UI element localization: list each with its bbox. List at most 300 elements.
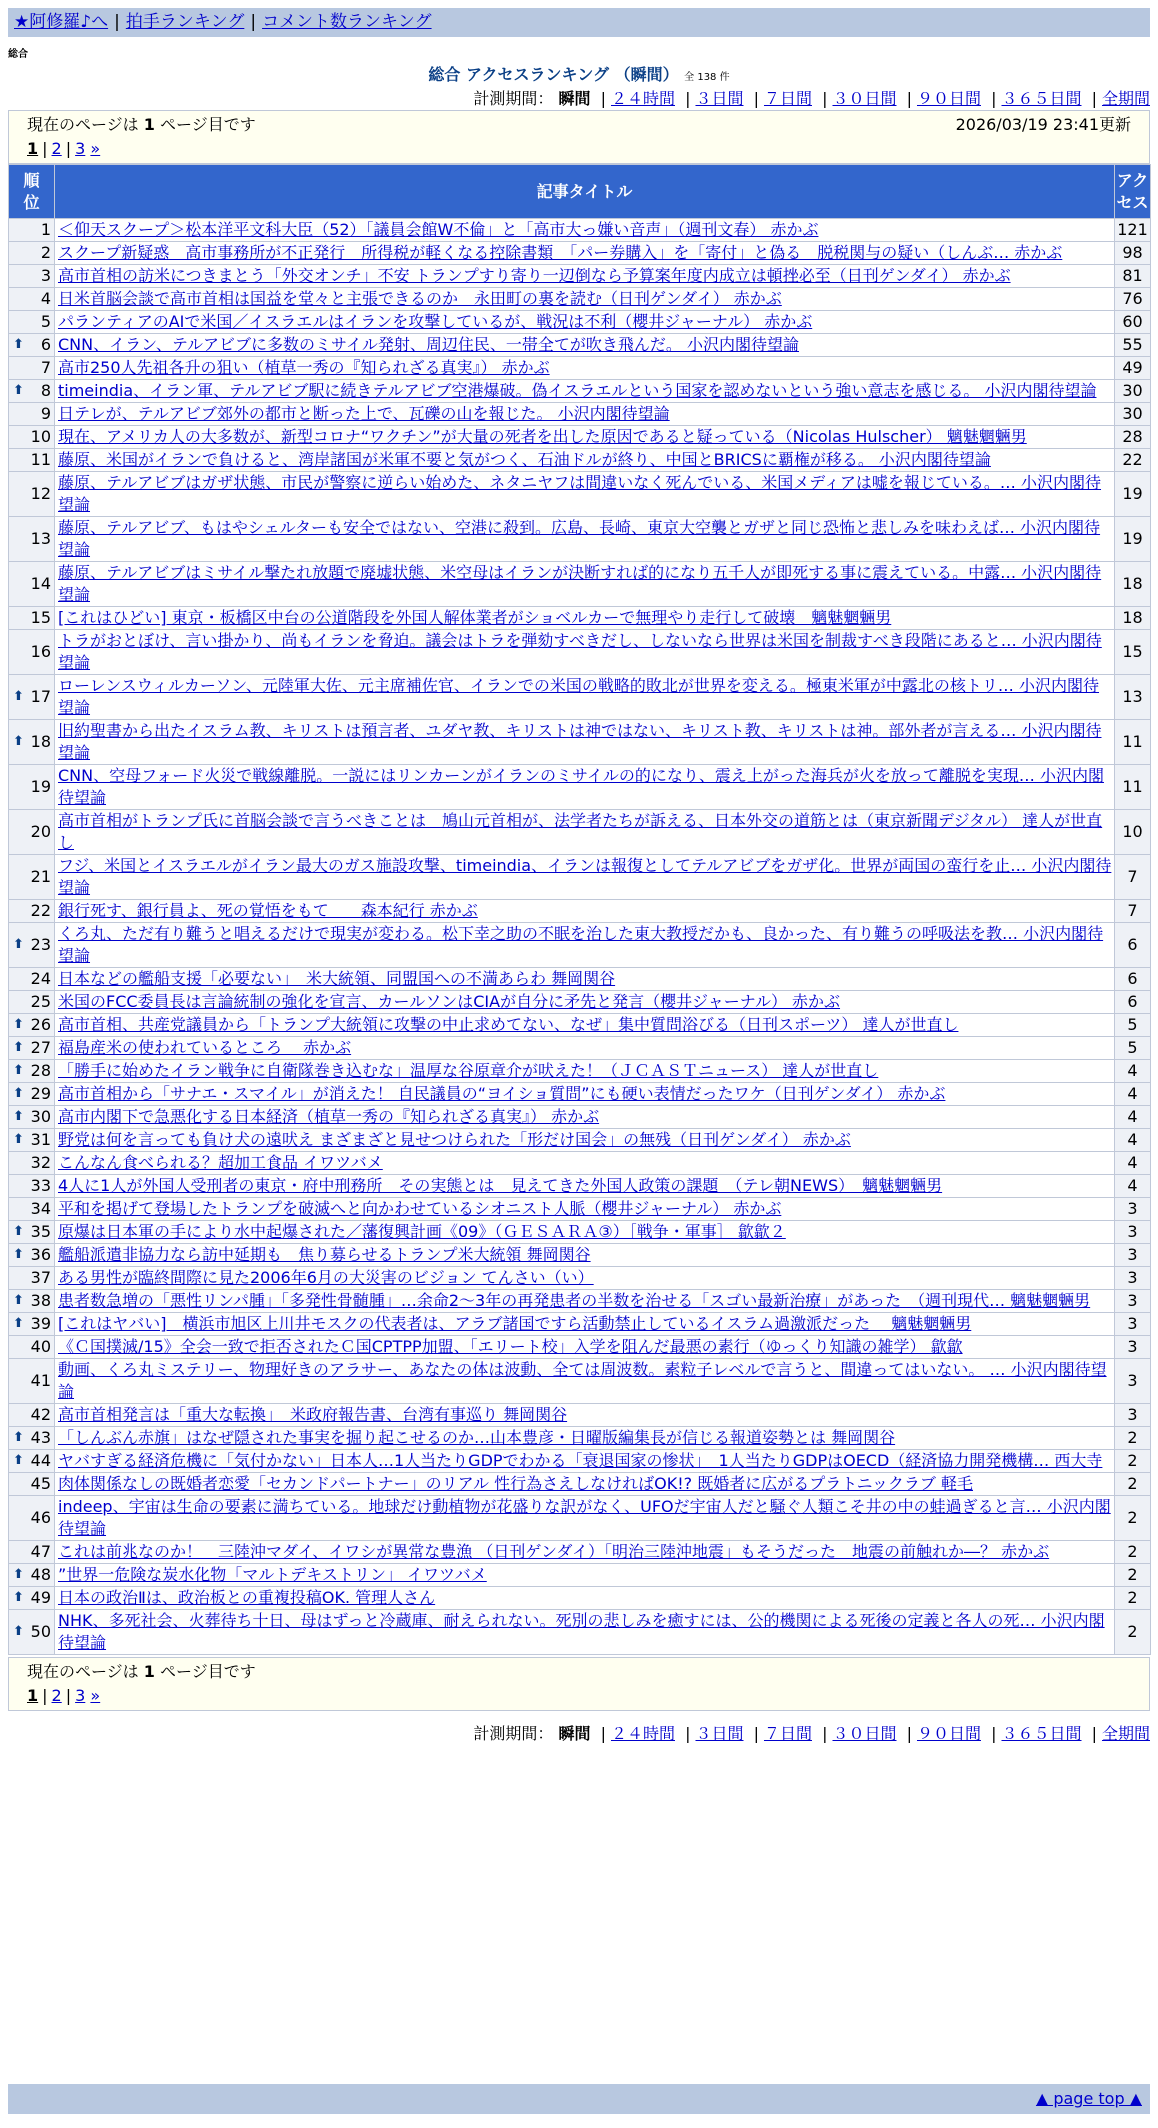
period-24h[interactable]: ２４時間 xyxy=(610,1724,675,1743)
access-count: 2 xyxy=(1115,1496,1151,1541)
access-count: 4 xyxy=(1115,1152,1151,1175)
access-count: 3 xyxy=(1115,1244,1151,1267)
rank-cell xyxy=(9,1037,55,1060)
rank-cell xyxy=(9,449,55,472)
table-row xyxy=(9,855,1151,900)
rank-cell xyxy=(9,991,55,1014)
nav-separator: | xyxy=(114,12,120,32)
rank-number: 9 xyxy=(40,404,51,423)
period-365d[interactable]: ３６５日間 xyxy=(1001,89,1082,108)
top-nav-bar xyxy=(8,8,1150,37)
access-count: 11 xyxy=(1115,720,1151,765)
rank-cell xyxy=(9,968,55,991)
next-page-link[interactable]: » xyxy=(90,1686,101,1705)
rank-cell xyxy=(9,1587,55,1610)
up-arrow-icon: ⬆ xyxy=(13,1086,24,1101)
article-title-link[interactable]: [これはひどい] 東京・板橋区中台の公道階段を外国人解体業者がショベルカーで無理やり走行して破壊 魑魅魍魎男 xyxy=(58,608,892,627)
article-title-link[interactable]: CNN、イラン、テルアビブに多数のミサイル発射、周辺住民、一帯全てが吹き飛んだ。 小沢内閣待望論 xyxy=(58,335,799,354)
title-cell xyxy=(55,1427,1115,1450)
period-selector-top: 計測期間： 瞬間 | ２４時間 | ３日間 | ７日間 | ３０日間 | ９０日間 | ３６５日間 | 全期間 xyxy=(473,89,1150,108)
access-count: 4 xyxy=(1115,1060,1151,1083)
access-count: 3 xyxy=(1115,1198,1151,1221)
article-title-link[interactable]: 米国のFCC委員長は言論統制の強化を宣言、カールソンはCIAが自分に矛先と発言（櫻井ジャーナル） 赤かぶ xyxy=(58,992,841,1011)
title-cell xyxy=(55,219,1115,242)
article-title-link[interactable]: 動画、くろ丸ミステリー、物理好きのアラサー、あなたの体は波動、全ては周波数。素粒子レベルで言うと、間違ってはいない。 … 小沢内閣待望論 xyxy=(58,1360,1107,1401)
up-arrow-icon: ⬆ xyxy=(13,1017,24,1032)
table-row xyxy=(9,991,1151,1014)
table-row xyxy=(9,1106,1151,1129)
rank-cell xyxy=(9,1152,55,1175)
page-2-link[interactable]: 2 xyxy=(51,1686,62,1705)
ranking-table xyxy=(8,164,1151,1655)
article-title-link[interactable]: [これはヤバい] 横浜市旭区上川井モスクの代表者は、アラブ諸国ですら活動禁止しているイスラム過激派だった 魑魅魍魎男 xyxy=(58,1314,972,1333)
title-cell xyxy=(55,1541,1115,1564)
rank-number: 37 xyxy=(30,1268,51,1287)
title-cell xyxy=(55,403,1115,426)
rank-cell xyxy=(9,1198,55,1221)
up-arrow-icon: ⬆ xyxy=(13,1224,24,1239)
access-count: 4 xyxy=(1115,1083,1151,1106)
title-cell xyxy=(55,1060,1115,1083)
access-count: 2 xyxy=(1115,1587,1151,1610)
rank-number: 3 xyxy=(40,266,51,285)
rank-number: 33 xyxy=(30,1176,51,1195)
title-cell xyxy=(55,923,1115,968)
table-row xyxy=(9,1427,1151,1450)
article-title-link[interactable]: フジ、米国とイスラエルがイラン最大のガス施設攻撃、timeindia、イランは報復としてテルアビブをガザ化。世界が両国の蛮行を止… 小沢内閣待望論 xyxy=(58,856,1112,897)
category-label: 総合 xyxy=(8,49,28,60)
article-title-link[interactable]: 野党は何を言っても負け犬の遠吠え まざまざと見せつけられた「形だけ国会」の無残（日刊ゲンダイ） 赤かぶ xyxy=(58,1130,851,1149)
period-all[interactable]: 全期間 xyxy=(1101,1724,1150,1743)
rank-cell xyxy=(9,1129,55,1152)
access-count: 3 xyxy=(1115,1336,1151,1359)
table-row xyxy=(9,923,1151,968)
access-count: 7 xyxy=(1115,900,1151,923)
access-count: 60 xyxy=(1115,311,1151,334)
table-row xyxy=(9,1313,1151,1336)
title-cell xyxy=(55,1359,1115,1404)
article-title-link[interactable]: 日米首脳会談で高市首相は国益を堂々と主張できるのか 永田町の裏を読む（日刊ゲンダイ） 赤かぶ xyxy=(58,289,782,308)
table-row xyxy=(9,900,1151,923)
table-row xyxy=(9,1404,1151,1427)
rank-cell xyxy=(9,1427,55,1450)
title-cell xyxy=(55,1290,1115,1313)
rank-cell xyxy=(9,1610,55,1655)
table-row xyxy=(9,1060,1151,1083)
rank-cell xyxy=(9,562,55,607)
title-cell xyxy=(55,1267,1115,1290)
table-row xyxy=(9,562,1151,607)
next-page-link[interactable]: » xyxy=(90,139,101,158)
article-title-link[interactable]: 「勝手に始めたイラン戦争に自衛隊巻き込むな」温厚な谷原章介が吠えた！（ＪＣＡＳＴニュース） 達人が世直し xyxy=(58,1061,879,1080)
rank-cell xyxy=(9,1359,55,1404)
title-cell xyxy=(55,265,1115,288)
article-title-link[interactable]: NHK、多死社会、火葬待ち十日、母はずっと冷蔵庫、耐えられない。死別の悲しみを癒すには、公的機関による死後の定義と各人の死… 小沢内閣待望論 xyxy=(58,1611,1105,1652)
period-label: 計測期間： xyxy=(473,1724,554,1743)
period-30d[interactable]: ３０日間 xyxy=(832,1724,897,1743)
title-cell xyxy=(55,357,1115,380)
article-title-link[interactable]: 現在、アメリカ人の大多数が、新型コロナ“ワクチン”が大量の死者を出した原因であると疑っている（Nicolas Hulscher） 魑魅魍魎男 xyxy=(58,427,1027,446)
period-selector-bottom: 計測期間： 瞬間 | ２４時間 | ３日間 | ７日間 | ３０日間 | ９０日間 | ３６５日間 | 全期間 xyxy=(473,1724,1150,1743)
rank-cell xyxy=(9,1541,55,1564)
article-title-link[interactable]: パランティアのAIで米国／イスラエルはイランを攻撃しているが、戦況は不利（櫻井ジャーナル） 赤かぶ xyxy=(58,312,813,331)
access-count: 3 xyxy=(1115,1267,1151,1290)
access-count: 10 xyxy=(1115,810,1151,855)
title-cell xyxy=(55,765,1115,810)
access-count: 19 xyxy=(1115,517,1151,562)
rank-number: 26 xyxy=(30,1015,51,1034)
article-title-link[interactable]: くろ丸、ただ有り難うと唱えるだけで現実が変わる。松下幸之助の不眠を治した東大教授だかも、良かった、有り難うの呼吸法を教… 小沢内閣待望論 xyxy=(58,924,1104,965)
rank-cell xyxy=(9,1336,55,1359)
article-title-link[interactable]: トラがおとぼけ、言い掛かり、尚もイランを脅迫。議会はトラを弾劾すべきだし、しないなら世界は米国を制裁すべき段階にあると… 小沢内閣待望論 xyxy=(58,631,1102,672)
table-row xyxy=(9,1564,1151,1587)
access-count: 18 xyxy=(1115,562,1151,607)
article-title-link[interactable]: 高市首相から「サナエ・スマイル」が消えた！ 自民議員の“ヨイショ質問”にも硬い表情だったワケ（日刊ゲンダイ） 赤かぶ xyxy=(58,1084,946,1103)
title-cell xyxy=(55,1244,1115,1267)
title-cell xyxy=(55,311,1115,334)
up-arrow-icon: ⬆ xyxy=(13,1040,24,1055)
up-arrow-icon: ⬆ xyxy=(13,1624,24,1639)
title-cell xyxy=(55,1336,1115,1359)
access-count: 3 xyxy=(1115,1290,1151,1313)
table-row xyxy=(9,968,1151,991)
up-arrow-icon: ⬆ xyxy=(13,1567,24,1582)
access-count: 3 xyxy=(1115,1404,1151,1427)
page-links: 1 | 2 | 3 » xyxy=(27,1686,101,1705)
rank-cell xyxy=(9,1244,55,1267)
access-count: 98 xyxy=(1115,242,1151,265)
col-access-header: アクセス xyxy=(1115,165,1151,219)
access-count: 22 xyxy=(1115,449,1151,472)
rank-number: 48 xyxy=(30,1565,51,1584)
rank-number: 42 xyxy=(30,1405,51,1424)
article-title-link[interactable]: 4人に1人が外国人受刑者の東京・府中刑務所 その実態とは 見えてきた外国人政策の課題 （テレ朝NEWS） 魑魅魍魎男 xyxy=(58,1176,943,1195)
rank-cell xyxy=(9,1450,55,1473)
rank-cell xyxy=(9,288,55,311)
title-cell xyxy=(55,991,1115,1014)
rank-cell xyxy=(9,1014,55,1037)
access-count: 5 xyxy=(1115,1014,1151,1037)
up-arrow-icon: ⬆ xyxy=(13,689,24,704)
article-title-link[interactable]: 高市首相発言は「重大な転換」 米政府報告書、台湾有事巡り 舞岡関谷 xyxy=(58,1405,568,1424)
table-row xyxy=(9,675,1151,720)
total-count: 全 138 件 xyxy=(684,72,730,83)
access-count: 6 xyxy=(1115,923,1151,968)
access-count: 13 xyxy=(1115,675,1151,720)
table-row xyxy=(9,1610,1151,1655)
col-title-header: 記事タイトル xyxy=(55,165,1115,219)
rank-cell xyxy=(9,1564,55,1587)
title-cell xyxy=(55,1313,1115,1336)
article-title-link[interactable]: 「しんぶん赤旗」はなぜ隠された事実を掘り起こせるのか…山本豊彦・日曜版編集長が信じる報道姿勢とは 舞岡関谷 xyxy=(58,1428,896,1447)
rank-number: 35 xyxy=(30,1222,51,1241)
up-arrow-icon: ⬆ xyxy=(13,1063,24,1078)
title-cell xyxy=(55,1587,1115,1610)
period-30d[interactable]: ３０日間 xyxy=(832,89,897,108)
rank-number: 2 xyxy=(40,243,51,262)
rank-number: 39 xyxy=(30,1314,51,1333)
table-row xyxy=(9,720,1151,765)
rank-number: 18 xyxy=(30,732,51,751)
table-row xyxy=(9,1450,1151,1473)
col-rank-header: 順位 xyxy=(9,165,55,219)
rank-cell xyxy=(9,265,55,288)
rank-cell xyxy=(9,1221,55,1244)
article-title-link[interactable]: ＜仰天スクープ＞松本洋平文科大臣（52）「議員会館W不倫」と「高市大っ嫌い音声」（週刊文春） 赤かぶ xyxy=(58,220,819,239)
rank-number: 22 xyxy=(30,901,51,920)
rank-cell xyxy=(9,607,55,630)
title-cell xyxy=(55,607,1115,630)
page-2-link[interactable]: 2 xyxy=(51,139,62,158)
title-cell xyxy=(55,517,1115,562)
access-count: 81 xyxy=(1115,265,1151,288)
rank-cell xyxy=(9,675,55,720)
rank-number: 19 xyxy=(30,777,51,796)
rank-number: 30 xyxy=(30,1107,51,1126)
article-title-link[interactable]: 福島産米の使われているところ 赤かぶ xyxy=(58,1038,352,1057)
rank-cell xyxy=(9,765,55,810)
period-90d[interactable]: ９０日間 xyxy=(916,89,981,108)
article-title-link[interactable]: これは前兆なのか！ 三陸沖マダイ、イワシが異常な豊漁 （日刊ゲンダイ）「明治三陸沖地震」もそうだった 地震の前触れか―？ 赤かぶ xyxy=(58,1542,1050,1561)
access-count: 4 xyxy=(1115,1175,1151,1198)
table-row xyxy=(9,219,1151,242)
pager-bottom xyxy=(8,1657,1150,1711)
article-title-link[interactable]: 高市250人先祖各升の狙い（植草一秀の『知られざる真実』） 赤かぶ xyxy=(58,358,550,377)
rank-cell xyxy=(9,923,55,968)
rank-number: 31 xyxy=(30,1130,51,1149)
table-row xyxy=(9,1198,1151,1221)
table-row xyxy=(9,630,1151,675)
rank-number: 21 xyxy=(30,867,51,886)
rank-cell xyxy=(9,380,55,403)
table-row xyxy=(9,1359,1151,1404)
rank-number: 20 xyxy=(30,822,51,841)
period-current: 瞬間 xyxy=(558,1724,591,1743)
period-7d[interactable]: ７日間 xyxy=(763,89,812,108)
title-cell xyxy=(55,900,1115,923)
page-title: 総合 アクセスランキング （瞬間） xyxy=(428,65,679,84)
home-link[interactable]: ★阿修羅♪へ xyxy=(14,12,109,32)
rank-number: 32 xyxy=(30,1153,51,1172)
title-cell xyxy=(55,449,1115,472)
access-count: 3 xyxy=(1115,1221,1151,1244)
article-title-link[interactable]: 旧約聖書から出たイスラム教、キリストは預言者、ユダヤ教、キリストは神ではない、キリスト教、キリストは神。部外者が言える… 小沢内閣待望論 xyxy=(58,721,1102,762)
table-row xyxy=(9,607,1151,630)
period-all[interactable]: 全期間 xyxy=(1101,89,1150,108)
rank-cell xyxy=(9,900,55,923)
access-count: 3 xyxy=(1115,1359,1151,1404)
rank-cell xyxy=(9,1290,55,1313)
up-arrow-icon: ⬆ xyxy=(13,1430,24,1445)
article-title-link[interactable]: スクープ新疑惑 高市事務所が不正発行 所得税が軽くなる控除書類 「パー券購入」を「寄付」と偽る 脱税関与の疑い（しんぶ… 赤かぶ xyxy=(58,243,1063,262)
table-row xyxy=(9,1496,1151,1541)
rank-cell xyxy=(9,403,55,426)
access-count: 15 xyxy=(1115,630,1151,675)
title-cell xyxy=(55,1106,1115,1129)
table-row xyxy=(9,1473,1151,1496)
page-top-link[interactable]: ▲ page top ▲ xyxy=(1035,2089,1142,2108)
updated-timestamp: 2026/03/19 23:41更新 xyxy=(955,115,1131,134)
bottom-bar xyxy=(8,2084,1150,2114)
page-3-link[interactable]: 3 xyxy=(75,1686,86,1705)
table-row xyxy=(9,1083,1151,1106)
article-title-link[interactable]: 銀行死す、銀行員よ、死の覚悟をもて 森本紀行 赤かぶ xyxy=(58,901,478,920)
rank-number: 12 xyxy=(30,484,51,503)
access-count: 30 xyxy=(1115,380,1151,403)
table-row xyxy=(9,242,1151,265)
rank-cell xyxy=(9,720,55,765)
comment-ranking-link[interactable]: コメント数ランキング xyxy=(262,12,432,32)
title-cell xyxy=(55,968,1115,991)
article-title-link[interactable]: 藤原、テルアビブ、もはやシェルターも安全ではない、空港に殺到。広島、長崎、東京大空襲とガザと同じ恐怖と悲しみを味わえば… 小沢内閣待望論 xyxy=(58,518,1101,559)
rank-cell xyxy=(9,855,55,900)
table-row xyxy=(9,357,1151,380)
rank-number: 47 xyxy=(30,1542,51,1561)
article-title-link[interactable]: 高市首相の訪米につきまとう「外交オンチ」不安 トランプすり寄り一辺倒なら予算案年度内成立は頓挫必至（日刊ゲンダイ） 赤かぶ xyxy=(58,266,1011,285)
title-cell xyxy=(55,675,1115,720)
period-7d[interactable]: ７日間 xyxy=(763,1724,812,1743)
article-title-link[interactable]: 藤原、米国がイランで負けると、湾岸諸国が米軍不要と気がつく、石油ドルが終り、中国とBRICSに覇権が移る。 小沢内閣待望論 xyxy=(58,450,991,469)
rank-number: 24 xyxy=(30,969,51,988)
table-row xyxy=(9,311,1151,334)
rank-cell xyxy=(9,630,55,675)
article-title-link[interactable]: 原爆は日本軍の手により水中起爆された／藩復興計画《09》（ＧＥＳＡＲＡ③）［戦争・軍事］ 歙歙２ xyxy=(58,1222,786,1241)
table-row xyxy=(9,403,1151,426)
table-row xyxy=(9,265,1151,288)
table-row xyxy=(9,1221,1151,1244)
article-title-link[interactable]: ある男性が臨終間際に見た2006年6月の大災害のビジョン てんさい（い） xyxy=(58,1268,594,1287)
rank-number: 5 xyxy=(40,312,51,331)
access-count: 4 xyxy=(1115,1129,1151,1152)
rank-number: 15 xyxy=(30,608,51,627)
rank-number: 16 xyxy=(30,642,51,661)
rank-cell xyxy=(9,426,55,449)
article-title-link[interactable]: 日本などの艦船支援「必要ない」 米大統領、同盟国への不満あらわ 舞岡関谷 xyxy=(58,969,616,988)
period-24h[interactable]: ２４時間 xyxy=(610,89,675,108)
article-title-link[interactable]: 平和を掲げて登場したトランプを破滅へと向かわせているシオニスト人脈（櫻井ジャーナル） 赤かぶ xyxy=(58,1199,782,1218)
article-title-link[interactable]: 日テレが、テルアビブ郊外の都市と断った上で、瓦礫の山を報じた。 小沢内閣待望論 xyxy=(58,404,670,423)
table-row xyxy=(9,1175,1151,1198)
clap-ranking-link[interactable]: 拍手ランキング xyxy=(125,12,245,32)
period-3d[interactable]: ３日間 xyxy=(695,89,744,108)
rank-number: 8 xyxy=(40,381,51,400)
article-title-link[interactable]: ”世界一危険な炭水化物「マルトデキストリン」 イワツバメ xyxy=(58,1565,487,1584)
table-row xyxy=(9,1037,1151,1060)
up-arrow-icon: ⬆ xyxy=(13,1293,24,1308)
access-count: 2 xyxy=(1115,1564,1151,1587)
article-title-link[interactable]: 日本の政治Ⅱは、政治板との重複投稿OK. 管理人さん xyxy=(58,1588,436,1607)
access-count: 7 xyxy=(1115,855,1151,900)
article-title-link[interactable]: 藤原、テルアビブはミサイル撃たれ放題で廃墟状態、米空母はイランが決断すれば的になり五千人が即死する事に震えている。中露… 小沢内閣待望論 xyxy=(58,563,1102,604)
ranking-heading xyxy=(0,62,1158,85)
article-title-link[interactable]: 高市首相がトランプ氏に首脳会談で言うべきことは 鳩山元首相が、法学者たちが訴える、日本外交の道筋とは（東京新聞デジタル） 達人が世直し xyxy=(58,811,1103,852)
up-arrow-icon: ⬆ xyxy=(13,1132,24,1147)
title-cell xyxy=(55,1152,1115,1175)
article-title-link[interactable]: 高市首相、共産党議員から「トランプ大統領に攻撃の中止求めてない、なぜ」集中質問浴びる（日刊スポーツ） 達人が世直し xyxy=(58,1015,959,1034)
rank-cell xyxy=(9,334,55,357)
table-row xyxy=(9,426,1151,449)
article-title-link[interactable]: こんなん食べられる？超加工食品 イワツバメ xyxy=(58,1153,383,1172)
current-page-text: 現在のページは 1 ページ目です xyxy=(27,1662,256,1681)
title-cell xyxy=(55,1221,1115,1244)
article-title-link[interactable]: 《Ｃ国撲滅/15》全会一致で拒否されたＣ国CPTPP加盟、「エリート校」入学を阻んだ最悪の素行（ゆっくり知識の雑学） 歙歙 xyxy=(58,1337,963,1356)
rank-number: 41 xyxy=(30,1371,51,1390)
period-3d[interactable]: ３日間 xyxy=(695,1724,744,1743)
article-title-link[interactable]: 艦船派遣非協力なら訪中延期も 焦り募らせるトランプ米大統領 舞岡関谷 xyxy=(58,1245,591,1264)
rank-cell xyxy=(9,1313,55,1336)
rank-number: 36 xyxy=(30,1245,51,1264)
title-cell xyxy=(55,1198,1115,1221)
article-title-link[interactable]: ヤバすぎる経済危機に「気付かない」日本人…1人当たりGDPでわかる「衰退国家の惨状」 1人当たりGDPはOECD（経済協力開発機構… 西大寺 xyxy=(58,1451,1103,1470)
rank-cell xyxy=(9,311,55,334)
rank-cell xyxy=(9,810,55,855)
article-title-link[interactable]: CNN、空母フォード火災で戦線離脱。一説にはリンカーンがイランのミサイルの的になり、震え上がった海兵が火を放って離脱を実現… 小沢内閣待望論 xyxy=(58,766,1104,807)
rank-number: 28 xyxy=(30,1061,51,1080)
up-arrow-icon: ⬆ xyxy=(13,937,24,952)
title-cell xyxy=(55,472,1115,517)
period-current: 瞬間 xyxy=(558,89,591,108)
rank-number: 45 xyxy=(30,1474,51,1493)
rank-cell xyxy=(9,1106,55,1129)
pager-top xyxy=(8,110,1150,164)
table-row xyxy=(9,1290,1151,1313)
table-row xyxy=(9,1152,1151,1175)
access-count: 2 xyxy=(1115,1427,1151,1450)
article-title-link[interactable]: 肉体関係なしの既婚者恋愛「セカンドパートナー」のリアル 性行為さえしなければOK!? 既婚者に広がるプラトニックラブ 軽毛 xyxy=(58,1474,974,1493)
table-row xyxy=(9,334,1151,357)
title-cell xyxy=(55,1450,1115,1473)
up-arrow-icon: ⬆ xyxy=(13,1453,24,1468)
article-title-link[interactable]: indeep、宇宙は生命の要素に満ちている。地球だけ動植物が花盛りな訳がなく、UFOだ宇宙人だと騒ぐ人類こそ井の中の蛙過ぎると言… 小沢内閣待望論 xyxy=(58,1497,1111,1538)
rank-number: 50 xyxy=(30,1622,51,1641)
period-90d[interactable]: ９０日間 xyxy=(916,1724,981,1743)
rank-number: 46 xyxy=(30,1508,51,1527)
current-page-text: 現在のページは 1 ページ目です xyxy=(27,115,256,134)
access-count: 2 xyxy=(1115,1541,1151,1564)
up-arrow-icon: ⬆ xyxy=(13,734,24,749)
access-count: 2 xyxy=(1115,1450,1151,1473)
page-3-link[interactable]: 3 xyxy=(75,139,86,158)
period-label: 計測期間： xyxy=(473,89,554,108)
article-title-link[interactable]: ローレンスウィルカーソン、元陸軍大佐、元主席補佐官、イランでの米国の戦略的敗北が世界を変える。極東米軍が中露北の核トリ… 小沢内閣待望論 xyxy=(58,676,1100,717)
title-cell xyxy=(55,426,1115,449)
title-cell xyxy=(55,242,1115,265)
access-count: 5 xyxy=(1115,1037,1151,1060)
rank-number: 7 xyxy=(40,358,51,377)
article-title-link[interactable]: 高市内閣下で急悪化する日本経済（植草一秀の『知られざる真実』） 赤かぶ xyxy=(58,1107,600,1126)
rank-number: 13 xyxy=(30,529,51,548)
table-row xyxy=(9,1014,1151,1037)
access-count: 121 xyxy=(1115,219,1151,242)
access-count: 6 xyxy=(1115,991,1151,1014)
title-cell xyxy=(55,720,1115,765)
rank-cell xyxy=(9,219,55,242)
title-cell xyxy=(55,334,1115,357)
title-cell xyxy=(55,562,1115,607)
rank-cell xyxy=(9,242,55,265)
article-title-link[interactable]: 患者数急増の「悪性リンパ腫」「多発性骨髄腫」…余命2～3年の再発患者の半数を治せる「スゴい最新治療」があった （週刊現代… 魑魅魍魎男 xyxy=(58,1291,1091,1310)
up-arrow-icon: ⬆ xyxy=(13,1316,24,1331)
rank-number: 4 xyxy=(40,289,51,308)
table-row xyxy=(9,449,1151,472)
access-count: 30 xyxy=(1115,403,1151,426)
article-title-link[interactable]: timeindia、イラン軍、テルアビブ駅に続きテルアビブ空港爆破。偽イスラエルという国家を認めないという強い意志を感じる。 小沢内閣待望論 xyxy=(58,381,1097,400)
article-title-link[interactable]: 藤原、テルアビブはガザ状態、市民が警察に逆らい始めた、ネタニヤフは間違いなく死んでいる、米国メディアは嘘を報じている。… 小沢内閣待望論 xyxy=(58,473,1102,514)
title-cell xyxy=(55,380,1115,403)
access-count: 19 xyxy=(1115,472,1151,517)
access-count: 4 xyxy=(1115,1106,1151,1129)
period-365d[interactable]: ３６５日間 xyxy=(1001,1724,1082,1743)
